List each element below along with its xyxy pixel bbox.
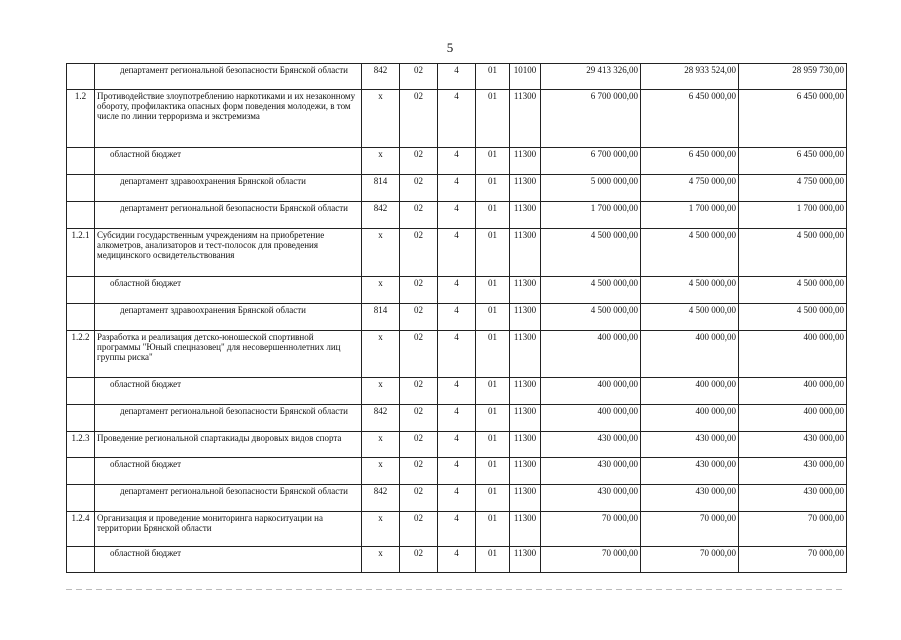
grbs-code: х: [362, 512, 400, 547]
grbs-code: х: [362, 148, 400, 175]
amount-1: 400 000,00: [541, 405, 641, 432]
code-col-2: 4: [438, 485, 476, 512]
amount-2: 6 450 000,00: [641, 90, 739, 148]
amount-2: 4 500 000,00: [641, 229, 739, 277]
grbs-code: х: [362, 90, 400, 148]
code-col-2: 4: [438, 277, 476, 304]
row-number: 1.2.2: [67, 331, 95, 378]
code-col-2: 4: [438, 229, 476, 277]
code-col-3: 01: [476, 432, 510, 458]
code-col-1: 02: [400, 90, 438, 148]
amount-3: 6 450 000,00: [739, 148, 847, 175]
grbs-code: 814: [362, 304, 400, 331]
amount-1: 70 000,00: [541, 512, 641, 547]
budget-table: [66, 63, 847, 573]
code-col-1: 02: [400, 405, 438, 432]
grbs-code: х: [362, 458, 400, 485]
amount-3: 400 000,00: [739, 331, 847, 378]
code-col-2: 4: [438, 432, 476, 458]
amount-1: 29 413 326,00: [541, 64, 641, 90]
table-row: [67, 90, 847, 148]
code-col-2: 4: [438, 547, 476, 573]
table-row: [67, 202, 847, 229]
code-col-3: 01: [476, 304, 510, 331]
code-col-1: 02: [400, 458, 438, 485]
amount-3: 28 959 730,00: [739, 64, 847, 90]
grbs-code: х: [362, 331, 400, 378]
amount-3: 70 000,00: [739, 547, 847, 573]
amount-3: 4 500 000,00: [739, 304, 847, 331]
table-row: [67, 229, 847, 277]
code-col-3: 01: [476, 547, 510, 573]
code-col-1: 02: [400, 229, 438, 277]
code-col-4: 11300: [510, 277, 541, 304]
grbs-code: х: [362, 432, 400, 458]
row-number: [67, 148, 95, 175]
code-col-1: 02: [400, 432, 438, 458]
table-row: [67, 378, 847, 405]
code-col-3: 01: [476, 148, 510, 175]
table-row: [67, 512, 847, 547]
amount-1: 6 700 000,00: [541, 148, 641, 175]
table-row: [67, 277, 847, 304]
code-col-3: 01: [476, 229, 510, 277]
amount-1: 6 700 000,00: [541, 90, 641, 148]
table-row: [67, 485, 847, 512]
row-description: областной бюджет: [95, 458, 362, 485]
row-description: Разработка и реализация детско-юношеской спортивной программы "Юный спецназовец" для несовершеннолетних лиц группы риска": [95, 331, 362, 378]
amount-2: 400 000,00: [641, 331, 739, 378]
code-col-1: 02: [400, 64, 438, 90]
code-col-2: 4: [438, 405, 476, 432]
code-col-4: 10100: [510, 64, 541, 90]
table-row: [67, 405, 847, 432]
code-col-1: 02: [400, 547, 438, 573]
table-row: [67, 64, 847, 90]
code-col-3: 01: [476, 458, 510, 485]
row-number: [67, 202, 95, 229]
amount-2: 70 000,00: [641, 547, 739, 573]
amount-2: 28 933 524,00: [641, 64, 739, 90]
grbs-code: 842: [362, 485, 400, 512]
code-col-2: 4: [438, 90, 476, 148]
amount-3: 6 450 000,00: [739, 90, 847, 148]
row-description: Противодействие злоупотреблению наркотиками и их незаконному обороту, профилактика опасных форм поведения молодежи, в том числе по линии терроризма и экстремизма: [95, 90, 362, 148]
grbs-code: х: [362, 378, 400, 405]
code-col-4: 11300: [510, 90, 541, 148]
row-number: [67, 277, 95, 304]
amount-3: 400 000,00: [739, 378, 847, 405]
code-col-4: 11300: [510, 175, 541, 202]
row-description: департамент здравоохранения Брянской области: [95, 175, 362, 202]
grbs-code: 814: [362, 175, 400, 202]
row-number: 1.2: [67, 90, 95, 148]
code-col-3: 01: [476, 277, 510, 304]
code-col-1: 02: [400, 331, 438, 378]
row-description: областной бюджет: [95, 277, 362, 304]
row-number: [67, 405, 95, 432]
code-col-4: 11300: [510, 432, 541, 458]
grbs-code: х: [362, 547, 400, 573]
scan-edge-line: [66, 589, 846, 590]
amount-2: 430 000,00: [641, 432, 739, 458]
amount-3: 430 000,00: [739, 432, 847, 458]
page-number: 5: [446, 40, 454, 55]
amount-3: 70 000,00: [739, 512, 847, 547]
amount-3: 430 000,00: [739, 458, 847, 485]
amount-3: 1 700 000,00: [739, 202, 847, 229]
row-description: Проведение региональной спартакиады дворовых видов спорта: [95, 432, 362, 458]
code-col-3: 01: [476, 485, 510, 512]
code-col-4: 11300: [510, 202, 541, 229]
amount-2: 400 000,00: [641, 378, 739, 405]
code-col-1: 02: [400, 175, 438, 202]
grbs-code: х: [362, 229, 400, 277]
code-col-1: 02: [400, 277, 438, 304]
row-description: Субсидии государственным учреждениям на приобретение алкометров, анализаторов и тест-полосок для проведения медицинского освидетельствования: [95, 229, 362, 277]
code-col-2: 4: [438, 148, 476, 175]
amount-2: 4 500 000,00: [641, 304, 739, 331]
row-description: областной бюджет: [95, 378, 362, 405]
row-number: [67, 175, 95, 202]
amount-2: 4 500 000,00: [641, 277, 739, 304]
code-col-3: 01: [476, 90, 510, 148]
amount-3: 430 000,00: [739, 485, 847, 512]
code-col-1: 02: [400, 378, 438, 405]
table-row: [67, 458, 847, 485]
code-col-1: 02: [400, 304, 438, 331]
row-number: [67, 458, 95, 485]
row-description: областной бюджет: [95, 547, 362, 573]
code-col-2: 4: [438, 378, 476, 405]
row-number: [67, 64, 95, 90]
code-col-3: 01: [476, 64, 510, 90]
row-description: Организация и проведение мониторинга наркоситуации на территории Брянской области: [95, 512, 362, 547]
code-col-2: 4: [438, 512, 476, 547]
code-col-4: 11300: [510, 458, 541, 485]
code-col-4: 11300: [510, 304, 541, 331]
row-number: 1.2.3: [67, 432, 95, 458]
code-col-4: 11300: [510, 512, 541, 547]
table-row: [67, 331, 847, 378]
amount-3: 400 000,00: [739, 405, 847, 432]
amount-2: 430 000,00: [641, 485, 739, 512]
row-number: 1.2.4: [67, 512, 95, 547]
code-col-3: 01: [476, 405, 510, 432]
row-description: департамент региональной безопасности Брянской области: [95, 405, 362, 432]
table-row: [67, 432, 847, 458]
amount-1: 400 000,00: [541, 331, 641, 378]
table-row: [67, 175, 847, 202]
row-number: [67, 485, 95, 512]
code-col-2: 4: [438, 331, 476, 378]
grbs-code: х: [362, 277, 400, 304]
amount-1: 430 000,00: [541, 458, 641, 485]
code-col-2: 4: [438, 64, 476, 90]
row-description: департамент региональной безопасности Брянской области: [95, 202, 362, 229]
code-col-4: 11300: [510, 331, 541, 378]
row-number: [67, 304, 95, 331]
code-col-4: 11300: [510, 547, 541, 573]
amount-1: 4 500 000,00: [541, 304, 641, 331]
code-col-3: 01: [476, 512, 510, 547]
code-col-3: 01: [476, 331, 510, 378]
row-description: департамент региональной безопасности Брянской области: [95, 485, 362, 512]
amount-2: 4 750 000,00: [641, 175, 739, 202]
code-col-4: 11300: [510, 148, 541, 175]
code-col-1: 02: [400, 512, 438, 547]
row-number: [67, 547, 95, 573]
code-col-1: 02: [400, 202, 438, 229]
amount-3: 4 500 000,00: [739, 229, 847, 277]
row-description: департамент здравоохранения Брянской области: [95, 304, 362, 331]
row-number: 1.2.1: [67, 229, 95, 277]
code-col-4: 11300: [510, 485, 541, 512]
amount-1: 5 000 000,00: [541, 175, 641, 202]
code-col-3: 01: [476, 175, 510, 202]
table-row: [67, 148, 847, 175]
code-col-3: 01: [476, 378, 510, 405]
code-col-1: 02: [400, 148, 438, 175]
amount-2: 400 000,00: [641, 405, 739, 432]
amount-3: 4 750 000,00: [739, 175, 847, 202]
amount-2: 1 700 000,00: [641, 202, 739, 229]
row-description: областной бюджет: [95, 148, 362, 175]
code-col-4: 11300: [510, 378, 541, 405]
amount-1: 4 500 000,00: [541, 277, 641, 304]
code-col-2: 4: [438, 304, 476, 331]
amount-2: 70 000,00: [641, 512, 739, 547]
code-col-1: 02: [400, 485, 438, 512]
table-row: [67, 304, 847, 331]
amount-1: 430 000,00: [541, 485, 641, 512]
amount-1: 400 000,00: [541, 378, 641, 405]
grbs-code: 842: [362, 405, 400, 432]
table-row: [67, 547, 847, 573]
code-col-2: 4: [438, 202, 476, 229]
amount-3: 4 500 000,00: [739, 277, 847, 304]
grbs-code: 842: [362, 64, 400, 90]
row-number: [67, 378, 95, 405]
grbs-code: 842: [362, 202, 400, 229]
amount-2: 6 450 000,00: [641, 148, 739, 175]
row-description: департамент региональной безопасности Брянской области: [95, 64, 362, 90]
code-col-2: 4: [438, 458, 476, 485]
amount-1: 430 000,00: [541, 432, 641, 458]
code-col-3: 01: [476, 202, 510, 229]
amount-1: 70 000,00: [541, 547, 641, 573]
code-col-4: 11300: [510, 405, 541, 432]
code-col-4: 11300: [510, 229, 541, 277]
amount-2: 430 000,00: [641, 458, 739, 485]
amount-1: 4 500 000,00: [541, 229, 641, 277]
code-col-2: 4: [438, 175, 476, 202]
amount-1: 1 700 000,00: [541, 202, 641, 229]
